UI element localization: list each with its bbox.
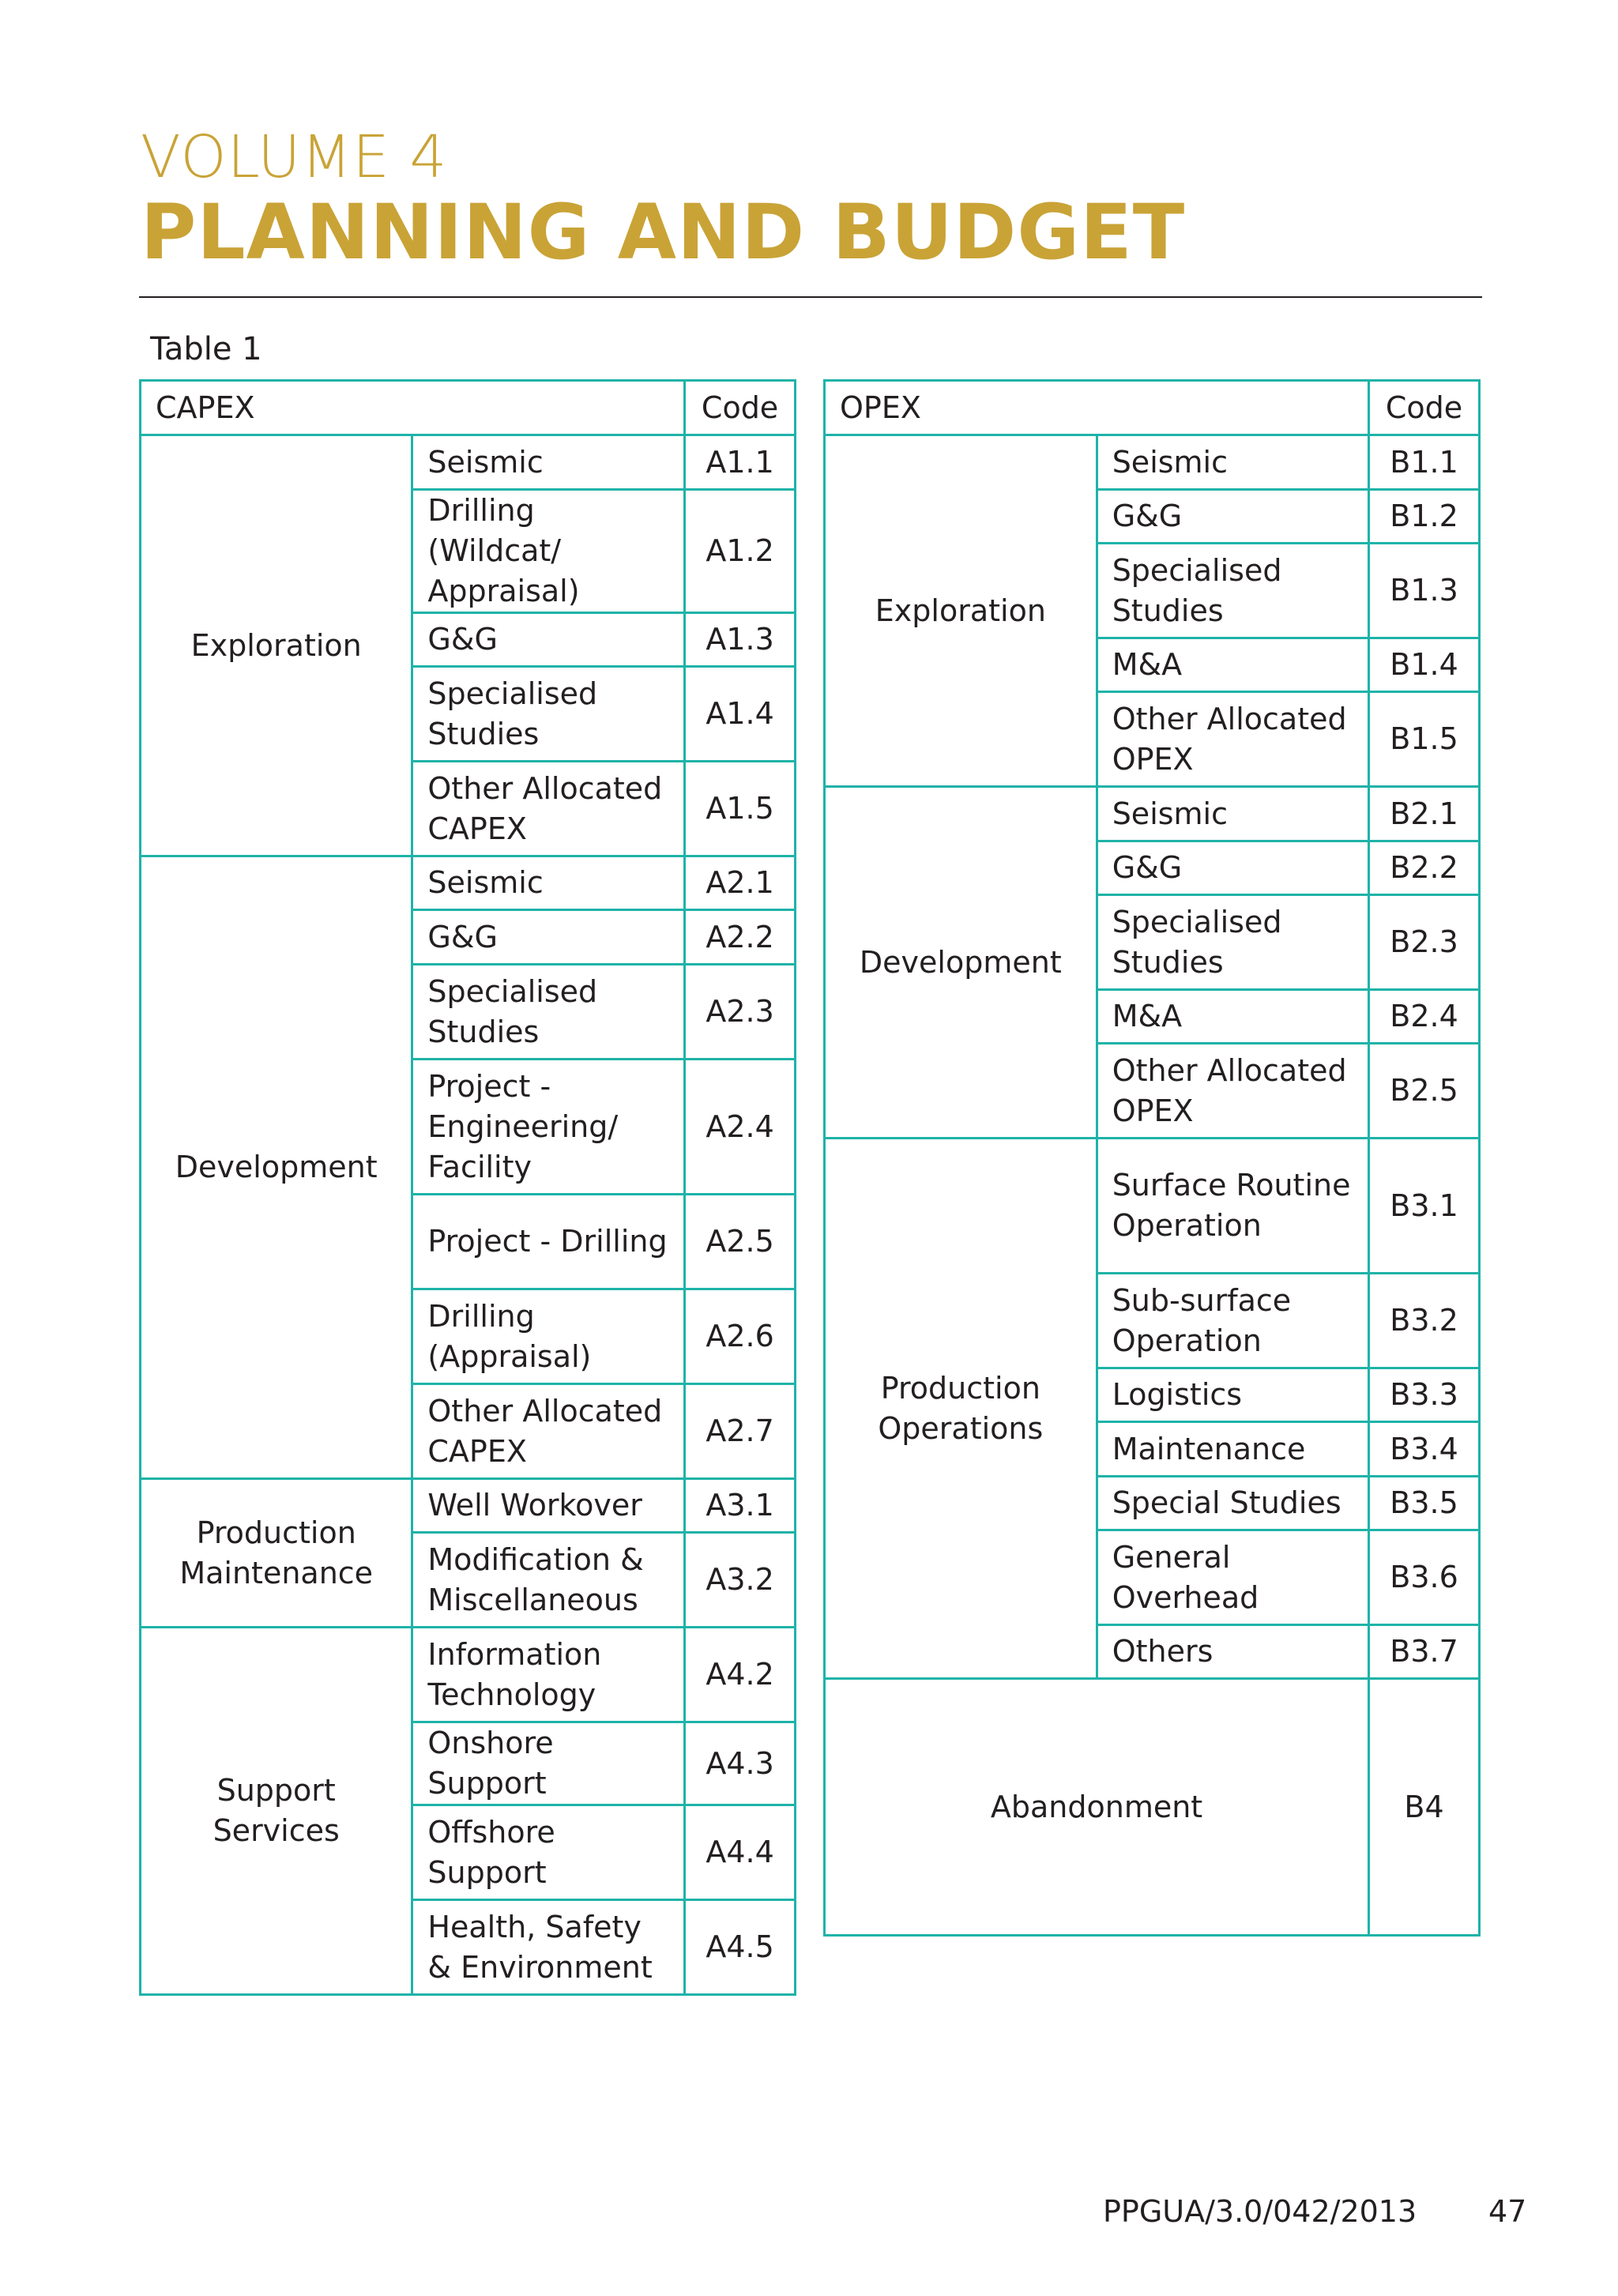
capex-item: Onshore Support [412,1722,685,1805]
opex-item: Maintenance [1097,1422,1368,1477]
capex-category-support-services: Support Services [141,1628,412,1995]
opex-item: Seismic [1097,787,1368,841]
opex-abandonment-code: B4 [1369,1679,1480,1936]
capex-table [139,379,796,1996]
document-reference: PPGUA/3.0/042/2013 [1103,2194,1417,2229]
opex-code: B3.1 [1369,1139,1480,1274]
opex-item: Special Studies [1097,1477,1368,1530]
opex-code: B1.2 [1369,490,1480,544]
opex-code: B1.5 [1369,692,1480,787]
capex-code: A4.5 [685,1900,796,1995]
capex-header: CAPEX [141,381,685,435]
capex-code: A4.2 [685,1628,796,1722]
opex-item: Logistics [1097,1368,1368,1422]
capex-category-development: Development [141,856,412,1479]
opex-code: B3.6 [1369,1530,1480,1625]
opex-code-header: Code [1369,381,1480,435]
opex-code: B3.5 [1369,1477,1480,1530]
opex-code: B1.3 [1369,544,1480,638]
capex-code: A2.6 [685,1289,796,1384]
opex-item: General Overhead [1097,1530,1368,1625]
opex-item: G&G [1097,490,1368,544]
capex-item: Project - Drilling [412,1195,685,1289]
capex-item: Drilling (Appraisal) [412,1289,685,1384]
opex-category-development: Development [825,787,1097,1139]
capex-item: Seismic [412,435,685,490]
capex-item: Other Allocated CAPEX [412,762,685,856]
capex-code: A3.1 [685,1479,796,1533]
opex-table [823,379,1481,1937]
opex-code: B3.3 [1369,1368,1480,1422]
opex-code: B2.5 [1369,1044,1480,1139]
opex-abandonment: Abandonment [825,1679,1369,1936]
opex-code: B2.2 [1369,841,1480,895]
capex-code: A1.4 [685,667,796,762]
capex-item: Project - Engineering/ Facility [412,1060,685,1195]
capex-category-exploration: Exploration [141,435,412,856]
capex-code: A2.5 [685,1195,796,1289]
capex-code: A1.3 [685,613,796,667]
opex-category-production-operations: Production Operations [825,1139,1097,1679]
opex-item: Specialised Studies [1097,895,1368,990]
title-divider [139,296,1482,298]
capex-code: A2.2 [685,910,796,965]
opex-code: B1.4 [1369,638,1480,692]
opex-item: Specialised Studies [1097,544,1368,638]
opex-item: Others [1097,1625,1368,1679]
capex-code: A4.3 [685,1722,796,1805]
opex-category-exploration: Exploration [825,435,1097,787]
opex-code: B3.4 [1369,1422,1480,1477]
opex-header: OPEX [825,381,1369,435]
capex-item: G&G [412,910,685,965]
opex-code: B1.1 [1369,435,1480,490]
capex-item: Well Workover [412,1479,685,1533]
opex-item: Seismic [1097,435,1368,490]
opex-code: B2.1 [1369,787,1480,841]
capex-code-header: Code [685,381,796,435]
opex-item: Surface Routine Operation [1097,1139,1368,1274]
capex-code: A1.5 [685,762,796,856]
opex-item: M&A [1097,638,1368,692]
opex-item: Sub-surface Operation [1097,1274,1368,1368]
opex-item: G&G [1097,841,1368,895]
opex-code: B2.4 [1369,990,1480,1044]
capex-code: A1.1 [685,435,796,490]
capex-item: Drilling (Wildcat/ Appraisal) [412,490,685,613]
capex-code: A2.3 [685,965,796,1060]
capex-code: A1.2 [685,490,796,613]
opex-item: M&A [1097,990,1368,1044]
capex-item: Other Allocated CAPEX [412,1384,685,1479]
opex-item: Other Allocated OPEX [1097,692,1368,787]
volume-label: VOLUME 4 [141,123,448,191]
capex-item: Specialised Studies [412,667,685,762]
capex-code: A2.4 [685,1060,796,1195]
capex-item: Information Technology [412,1628,685,1722]
capex-code: A3.2 [685,1533,796,1628]
page-number: 47 [1488,2194,1527,2229]
capex-item: Modification & Miscellaneous [412,1533,685,1628]
capex-category-production-maintenance: Production Maintenance [141,1479,412,1628]
opex-code: B3.7 [1369,1625,1480,1679]
opex-code: B2.3 [1369,895,1480,990]
capex-item: Seismic [412,856,685,910]
capex-code: A4.4 [685,1805,796,1900]
capex-item: Offshore Support [412,1805,685,1900]
capex-item: G&G [412,613,685,667]
opex-code: B3.2 [1369,1274,1480,1368]
table-caption: Table 1 [150,331,262,367]
capex-item: Specialised Studies [412,965,685,1060]
opex-item: Other Allocated OPEX [1097,1044,1368,1139]
page-title: PLANNING AND BUDGET [141,188,1186,277]
capex-code: A2.1 [685,856,796,910]
capex-item: Health, Safety & Environment [412,1900,685,1995]
capex-code: A2.7 [685,1384,796,1479]
